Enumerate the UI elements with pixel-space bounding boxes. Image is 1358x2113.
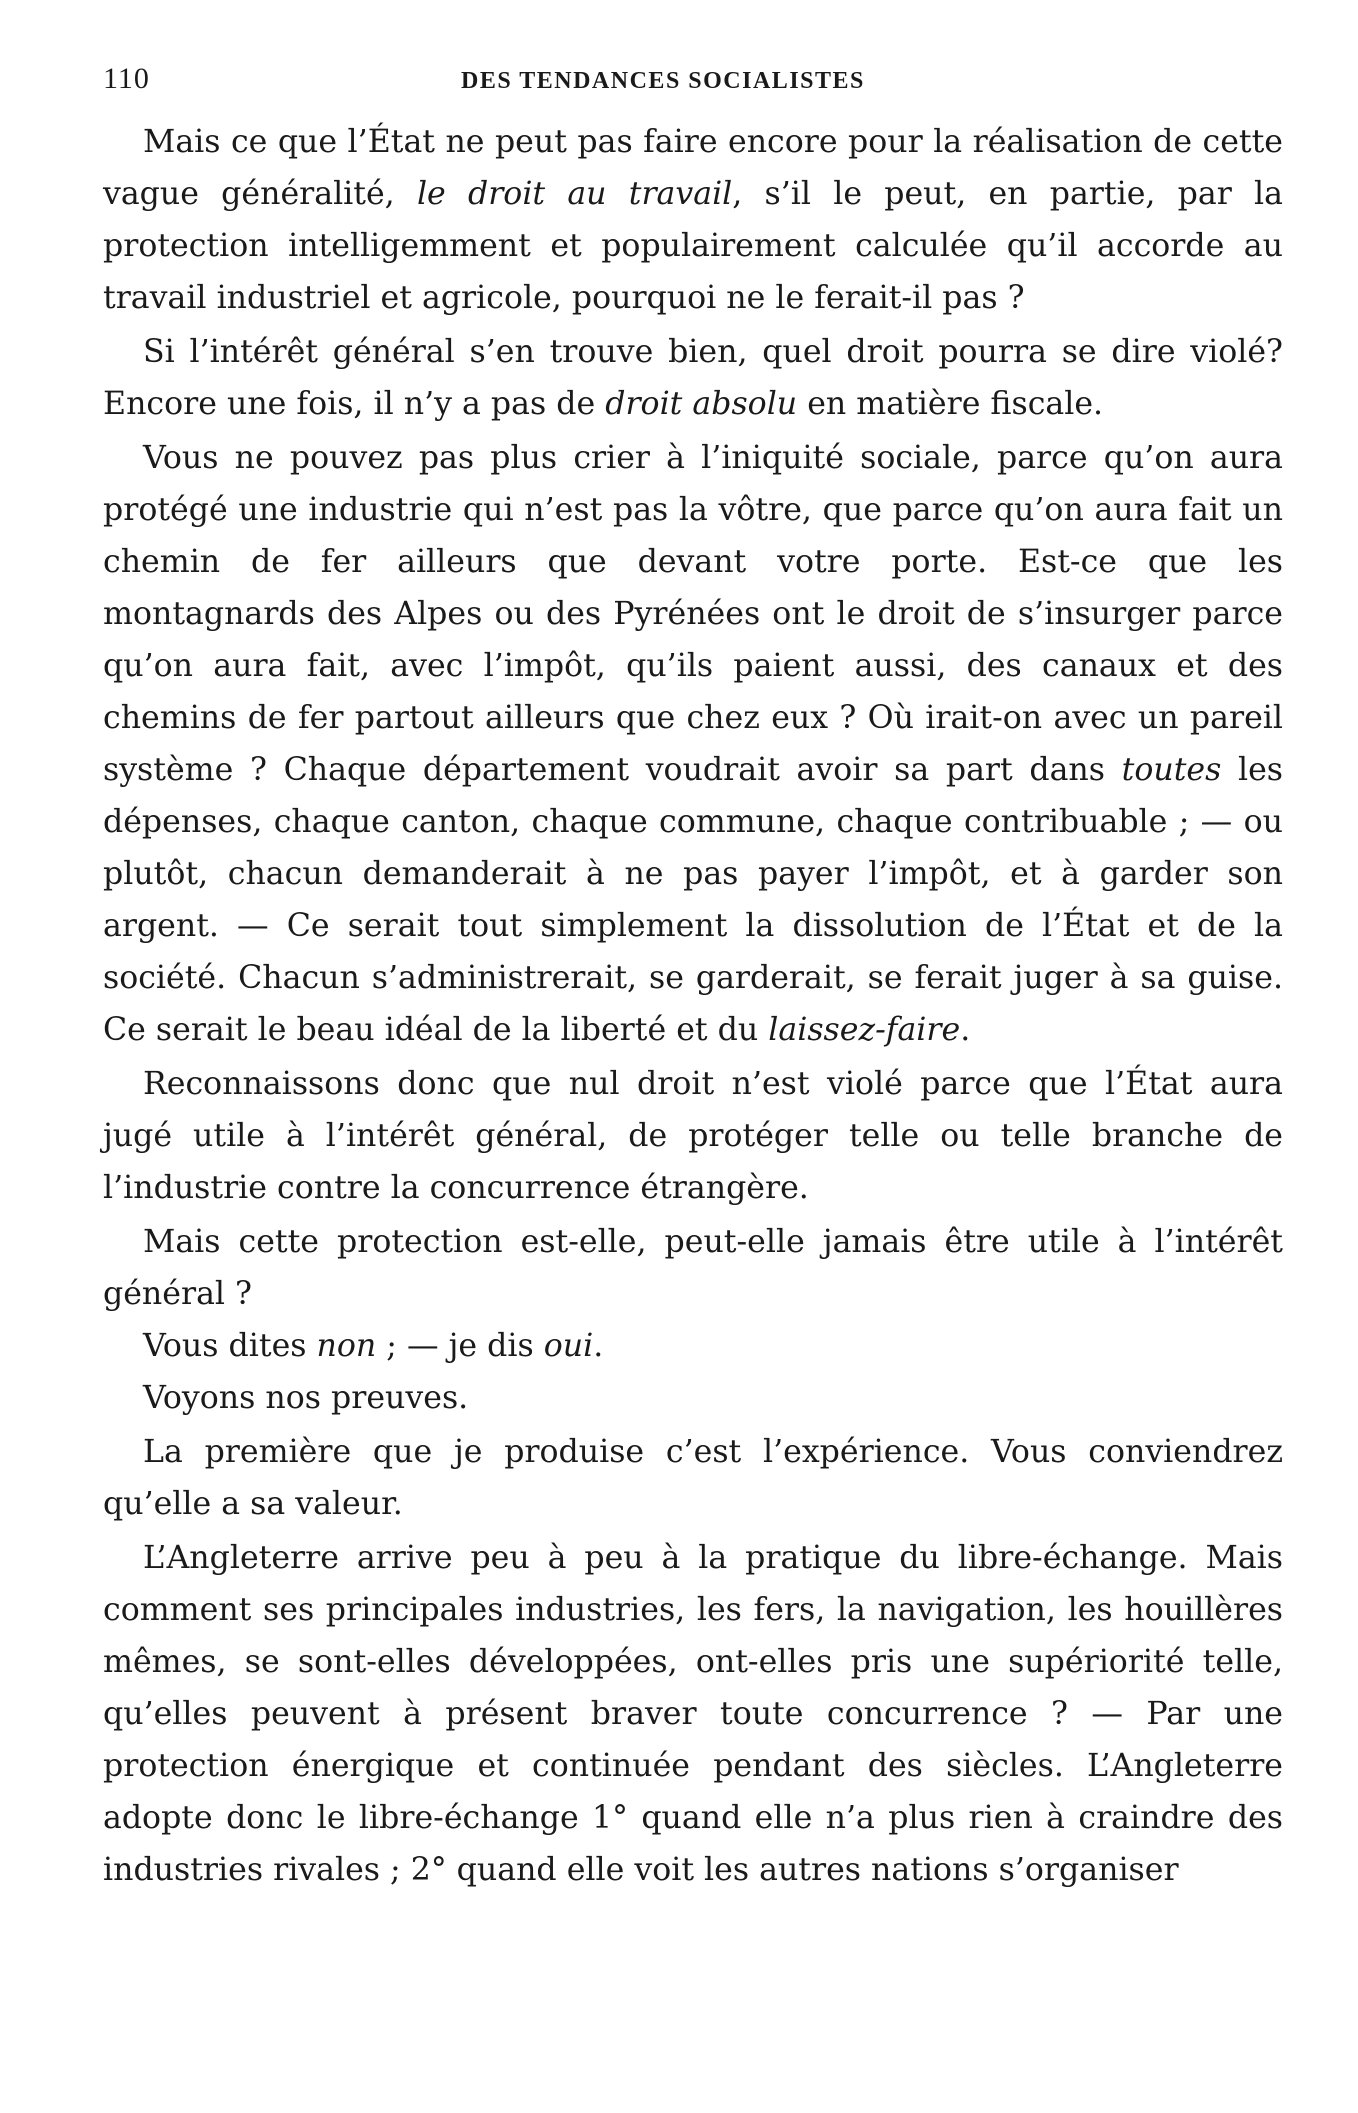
paragraph-droit-au-travail: Mais ce que l’État ne peut pas faire encore pour la réalisation de cette vague généralité, le droit au travail, s’il le peut, en partie, par la protection intelligemment et populairement calculée qu’il accorde au travail industriel et agricole, pourquoi ne le ferait-il pas ?	[103, 124, 1283, 316]
paragraph-protection-utile: Mais cette protection est-elle, peut-elle jamais être utile à l’intérêt général ?	[103, 1224, 1283, 1312]
paragraph-interet-general: Si l’intérêt général s’en trouve bien, quel droit pourra se dire violé? Encore une fois, il n’y a pas de droit absolu en matière fiscale.	[103, 334, 1283, 422]
page-number: 110	[103, 62, 150, 95]
paragraph-non-oui: Vous dites non ; — je dis oui.	[143, 1328, 604, 1364]
italic-phrase: le droit au travail	[416, 176, 733, 212]
italic-phrase: laissez-faire	[768, 1012, 961, 1048]
paragraph-reconnaissons: Reconnaissons donc que nul droit n’est violé parce que l’État aura jugé utile à l’intérêt général, de protéger telle ou telle branche de l’industrie contre la concurrence étrangère.	[103, 1066, 1283, 1206]
paragraph-preuves: Voyons nos preuves.	[143, 1380, 469, 1416]
italic-phrase: non	[316, 1328, 377, 1364]
italic-phrase: oui	[543, 1328, 594, 1364]
running-head	[103, 62, 1283, 102]
paragraph-angleterre: L’Angleterre arrive peu à peu à la pratique du libre-échange. Mais comment ses principales industries, les fers, la navigation, les houillères mêmes, se sont-elles développées, ont-elles pris une supériorité telle, qu’elles peuvent à présent braver toute concurrence ? — Par une protection énergique et continuée pendant des siècles. L’Angleterre adopte donc le libre-échange 1° quand elle n’a plus rien à craindre des industries rivales ; 2° quand elle voit les autres nations s’organiser	[103, 1540, 1283, 1888]
running-title: DES TENDANCES SOCIALISTES	[461, 68, 865, 94]
paragraph-iniquite-sociale: Vous ne pouvez pas plus crier à l’iniquité sociale, parce qu’on aura protégé une industrie qui n’est pas la vôtre, que parce qu’on aura fait un chemin de fer ailleurs que devant votre porte. Est-ce que les montagnards des Alpes ou des Pyrénées ont le droit de s’insurger parce qu’on aura fait, avec l’impôt, qu’ils paient aussi, des canaux et des chemins de fer partout ailleurs que chez eux ? Où irait-on avec un pareil système ? Chaque département voudrait avoir sa part dans toutes les dépenses, chaque canton, chaque commune, chaque contribuable ; — ou plutôt, chacun demanderait à ne pas payer l’impôt, et à garder son argent. — Ce serait tout simplement la dissolution de l’État et de la société. Chacun s’administrerait, se garderait, se ferait juger à sa guise. Ce serait le beau idéal de la liberté et du laissez-faire.	[103, 440, 1284, 1048]
italic-phrase: droit absolu	[605, 386, 798, 422]
italic-phrase: toutes	[1121, 752, 1222, 788]
paragraph-experience: La première que je produise c’est l’expérience. Vous conviendrez qu’elle a sa valeur.	[103, 1434, 1283, 1522]
body-text	[103, 116, 1283, 1896]
